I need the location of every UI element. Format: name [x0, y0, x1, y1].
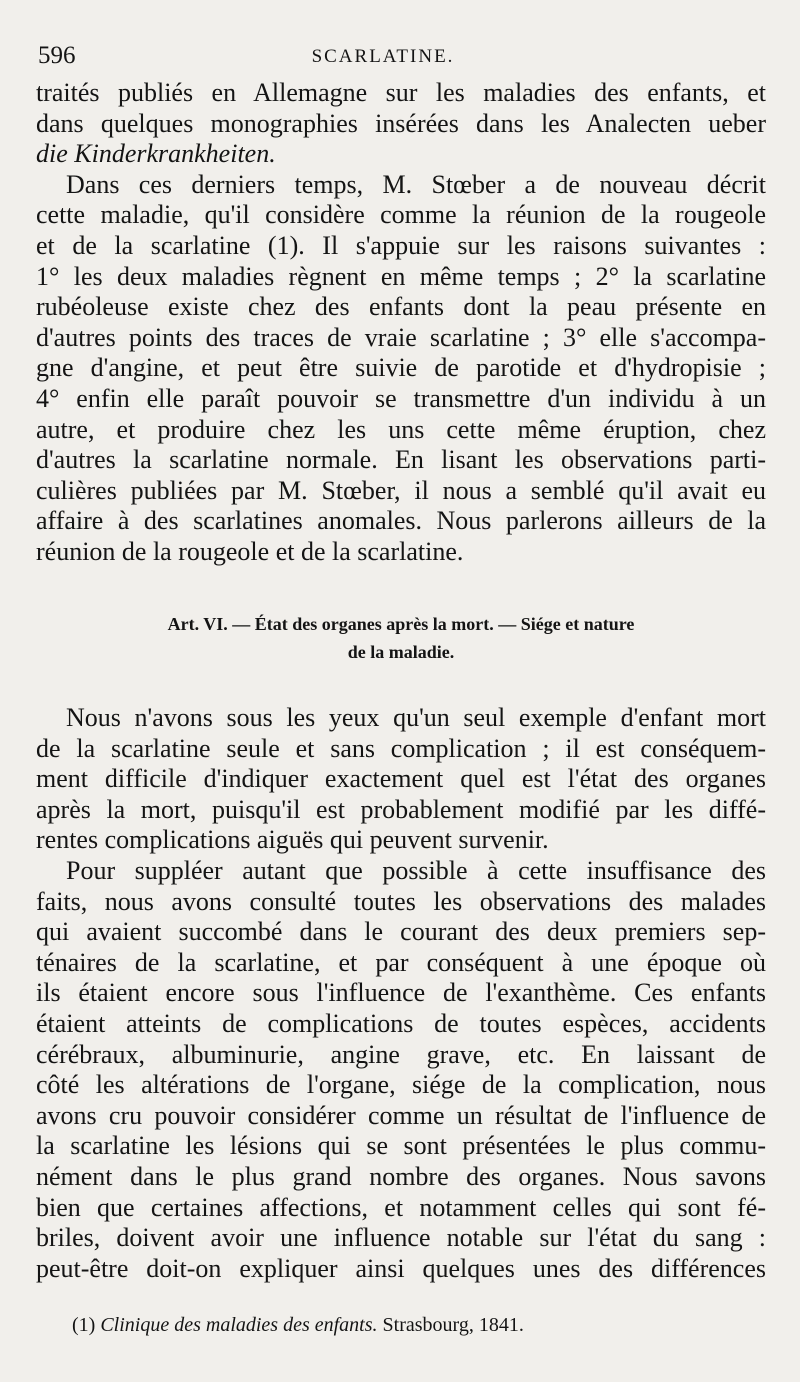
text-line: cette maladie, qu'il considère comme la réunion de la rougeole	[36, 200, 766, 230]
text-line: rentes complications aiguës qui peuvent survenir.	[36, 825, 549, 855]
text-line: dans quelques monographies insérées dans les Analecten ueber	[36, 108, 766, 138]
footnote	[72, 1314, 524, 1337]
paragraph-observations	[36, 856, 766, 1284]
paragraph-single-example	[36, 703, 766, 856]
text-line: culières publiées par M. Stœber, il nous a semblé qu'il avait eu	[36, 475, 766, 505]
paragraph-continuation	[36, 78, 766, 170]
text-line: affaire à des scarlatines anomales. Nous parlerons ailleurs de la	[36, 506, 766, 536]
text-line: et de la scarlatine (1). Il s'appuie sur les raisons suivantes :	[36, 230, 766, 260]
running-title: SCARLATINE.	[311, 46, 455, 67]
text-line: Pour suppléer autant que possible à cette insuffisance des	[66, 855, 766, 885]
footnote-place-date: Strasbourg, 1841.	[382, 1314, 524, 1336]
text-line: 4° enfin elle paraît pouvoir se transmettre d'un individu à un	[36, 383, 766, 413]
text-line: traités publiés en Allemagne sur les maladies des enfants, et	[36, 78, 766, 107]
footnote-title: Clinique des maladies des enfants.	[100, 1314, 378, 1336]
text-line: réunion de la rougeole et de la scarlatine.	[36, 536, 464, 566]
text-line: Nous n'avons sous les yeux qu'un seul exemple d'enfant mort	[66, 703, 766, 732]
paragraph-stoeber	[36, 170, 766, 568]
text-line: briles, doivent avoir une influence notable sur l'état du sang :	[36, 1223, 766, 1253]
text-line: bien que certaines affections, et notamment celles qui sont fé-	[36, 1192, 766, 1222]
page-number: 596	[38, 42, 76, 69]
text-block-bottom	[36, 703, 766, 1284]
text-line: 1° les deux maladies règnent en même temps ; 2° la scarlatine	[36, 261, 766, 291]
text-line: après la mort, puisqu'il est probablement modifié par les diffé-	[36, 794, 766, 824]
text-line: ténaires de la scarlatine, et par conséquent à une époque où	[36, 947, 766, 977]
text-line: rubéoleuse existe chez des enfants dont la peau présente en	[36, 292, 766, 322]
text-line: d'autres points des traces de vraie scarlatine ; 3° elle s'accompa-	[36, 322, 766, 352]
text-line: ment difficile d'indiquer exactement quel est l'état des organes	[36, 764, 766, 794]
footnote-marker: (1)	[72, 1314, 96, 1336]
text-line: qui avaient succombé dans le courant des deux premiers sep-	[36, 917, 766, 947]
text-line: die Kinderkrankheiten.	[36, 139, 276, 169]
text-line: avons cru pouvoir considérer comme un résultat de l'influence de	[36, 1100, 766, 1130]
text-line: faits, nous avons consulté toutes les observations des malades	[36, 886, 766, 916]
text-line: côté les altérations de l'organe, siége de la complication, nous	[36, 1070, 766, 1100]
text-line: autre, et produire chez les uns cette même éruption, chez	[36, 414, 766, 444]
text-line: la scarlatine les lésions qui se sont présentées le plus commu-	[36, 1131, 766, 1161]
text-line: gne d'angine, et peut être suivie de parotide et d'hydropisie ;	[36, 353, 766, 383]
text-line: cérébraux, albuminurie, angine grave, etc. En laissant de	[36, 1039, 766, 1069]
text-line: étaient atteints de complications de toutes espèces, accidents	[36, 1008, 766, 1038]
section-heading	[36, 610, 766, 666]
section-heading-line: de la maladie.	[347, 642, 455, 662]
section-heading-line: Art. VI. — État des organes après la mort. — Siége et nature	[167, 614, 635, 634]
text-line: de la scarlatine seule et sans complication ; il est conséquem-	[36, 733, 766, 763]
page-header	[38, 42, 728, 72]
text-block-top	[36, 78, 766, 568]
text-line: ils étaient encore sous l'influence de l'exanthème. Ces enfants	[36, 978, 766, 1008]
text-line: d'autres la scarlatine normale. En lisant les observations parti-	[36, 445, 766, 475]
text-line: nément dans le plus grand nombre des organes. Nous savons	[36, 1161, 766, 1191]
text-line: Dans ces derniers temps, M. Stœber a de nouveau décrit	[66, 169, 766, 199]
text-line: peut-être doit-on expliquer ainsi quelques unes des différences	[36, 1253, 766, 1283]
